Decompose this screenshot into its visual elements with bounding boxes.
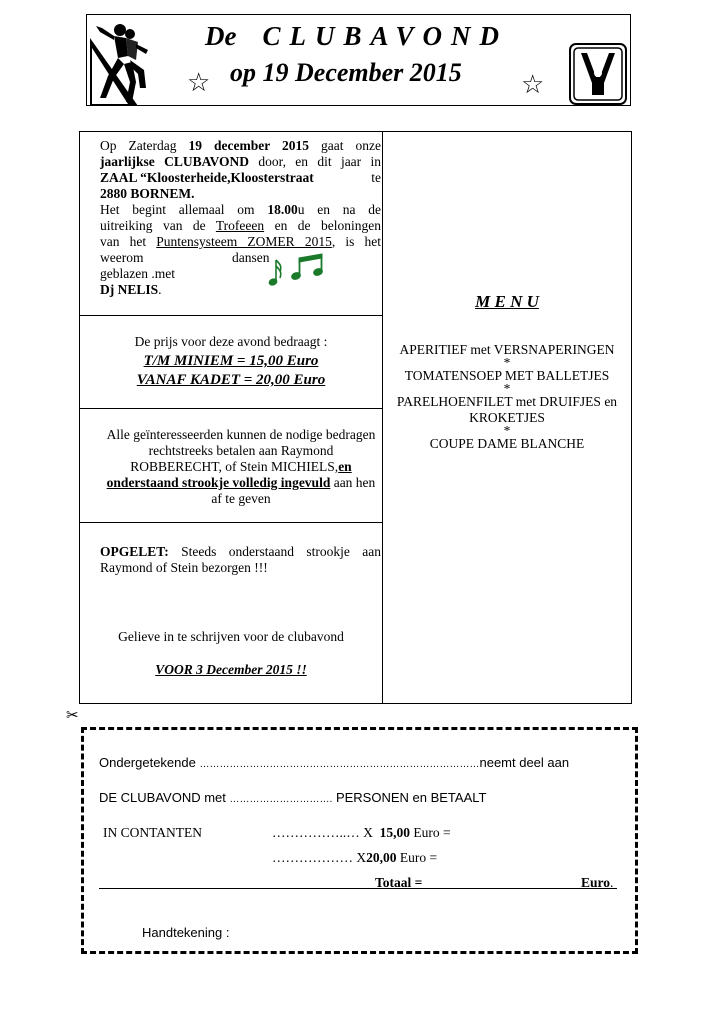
menu-separator: *	[503, 381, 511, 396]
total-line	[99, 888, 617, 889]
form-row-name	[99, 755, 569, 770]
signature-label[interactable]: Handtekening :	[142, 925, 230, 940]
text: gaat onze	[309, 138, 382, 153]
price-miniem: T/M MINIEM = 15,00 Euro	[143, 353, 319, 369]
notice-text	[100, 544, 381, 576]
form-label: PERSONEN en BETAALT	[335, 790, 487, 805]
payment-text: Alle geïnteresseerden kunnen de nodige bedragen rechtstreeks betalen aan Raymond ROBBERECHT, of Stein MICHIELS,	[106, 427, 376, 474]
payment-emphasis: en onderstaand strookje volledig ingevuld	[106, 459, 352, 490]
text: en de beloningen	[264, 218, 381, 233]
prices-intro: De prijs voor deze avond bedraagt :	[134, 334, 328, 349]
text: .	[158, 282, 162, 297]
text: door, en dit jaar in	[249, 154, 381, 169]
menu-separator: *	[503, 355, 511, 370]
intro-line	[100, 138, 381, 154]
form-row-persons	[99, 790, 486, 805]
notice-section	[100, 544, 381, 576]
menu-item: PARELHOENFILET met DRUIFJES en KROKETJES	[396, 394, 618, 425]
intro-line	[100, 186, 381, 202]
euro-label: Euro =	[399, 850, 438, 865]
intro-line	[100, 202, 381, 218]
multiply-sign: X	[356, 850, 367, 865]
section-divider	[80, 408, 382, 409]
price-kadet: VANAF KADET = 20,00 Euro	[136, 372, 326, 388]
intro-line	[100, 282, 381, 298]
payment-section	[102, 427, 380, 507]
text: , is het	[331, 234, 381, 249]
text: .	[610, 875, 614, 890]
music-notes-icon	[268, 252, 328, 288]
menu-item: COUPE DAME BLANCHE	[429, 436, 585, 451]
multiply-sign: X	[363, 825, 373, 840]
form-label: neemt deel aan	[479, 755, 570, 770]
text: van het	[100, 234, 157, 249]
intro-line	[100, 218, 381, 234]
intro-line	[100, 170, 381, 186]
menu-separator: *	[503, 423, 511, 438]
dj-name-bold: Dj NELIS	[100, 282, 159, 297]
city-bold: 2880 BORNEM.	[100, 186, 195, 201]
star-icon: ☆	[521, 70, 545, 99]
intro-line	[100, 154, 381, 170]
text: dansen	[232, 250, 270, 265]
euro-label: Euro =	[413, 825, 451, 840]
date-bold: 19 december 2015	[188, 138, 310, 153]
gymnast-logo	[569, 43, 627, 105]
notice-body: Steeds onderstaand strookje aan Raymond of Stein bezorgen !!!	[100, 544, 381, 575]
amount-15: 15,00	[379, 825, 410, 840]
time-bold: 18.00	[267, 202, 298, 217]
text: u en na de	[297, 202, 381, 217]
amount-20-field[interactable]: ………………	[272, 850, 353, 865]
event-bold: jaarlijkse CLUBAVOND	[100, 154, 250, 169]
title-clubavond: CLUBAVOND	[262, 21, 509, 51]
text: uitreiking van de	[100, 218, 216, 233]
notice-label: OPGELET:	[100, 544, 169, 559]
header-box	[86, 14, 631, 106]
intro-line	[100, 234, 381, 250]
menu-item: TOMATENSOEP MET BALLETJES	[404, 368, 610, 383]
dancers-logo	[90, 18, 150, 106]
text: te	[371, 170, 381, 185]
text: Op Zaterdag	[100, 138, 189, 153]
star-icon: ☆	[187, 68, 211, 97]
section-divider	[80, 522, 382, 523]
prices-section	[80, 334, 382, 390]
menu-item: APERITIEF met VERSNAPERINGEN	[399, 342, 615, 357]
persons-field[interactable]: ………………………….	[229, 794, 333, 805]
title-line-1	[205, 21, 545, 52]
form-row-price-15	[272, 825, 451, 841]
intro-line	[100, 250, 381, 266]
amount-20: 20,00	[366, 850, 397, 865]
venue-bold: ZAAL “Kloosterheide,Kloosterstraat	[100, 170, 314, 185]
form-label: DE CLUBAVOND met	[99, 790, 226, 805]
text: weerom	[100, 250, 144, 265]
form-label: Ondergetekende	[99, 755, 196, 770]
name-field[interactable]: …………………………………………………………………………	[199, 759, 480, 770]
title-date: op 19 December 2015	[230, 58, 462, 87]
trofeeen-underlined: Trofeeen	[215, 218, 265, 233]
amount-15-field[interactable]: ……………..…	[272, 825, 360, 840]
puntensysteem-underlined: Puntensysteem ZOMER 2015	[156, 234, 332, 249]
menu-items	[383, 342, 631, 452]
intro-section	[100, 138, 381, 298]
scissors-icon: ✂	[66, 708, 79, 724]
deadline-text: VOOR 3 December 2015 !!	[155, 662, 307, 677]
intro-line: geblazen .met	[100, 266, 175, 281]
form-row-price-20	[272, 850, 437, 866]
total-euro-label: Euro	[581, 875, 611, 890]
total-euro	[581, 875, 613, 891]
main-table	[79, 131, 632, 704]
section-divider	[80, 315, 382, 316]
signup-text: Gelieve in te schrijven voor de clubavond	[118, 629, 344, 644]
total-label: Totaal =	[375, 875, 423, 890]
payment-text: aan hen af te geven	[211, 475, 376, 506]
menu-title: M E N U	[475, 292, 539, 311]
text: Het begint allemaal om	[100, 202, 268, 217]
title-de: De	[205, 21, 237, 51]
form-label-contanten: IN CONTANTEN	[103, 825, 203, 840]
